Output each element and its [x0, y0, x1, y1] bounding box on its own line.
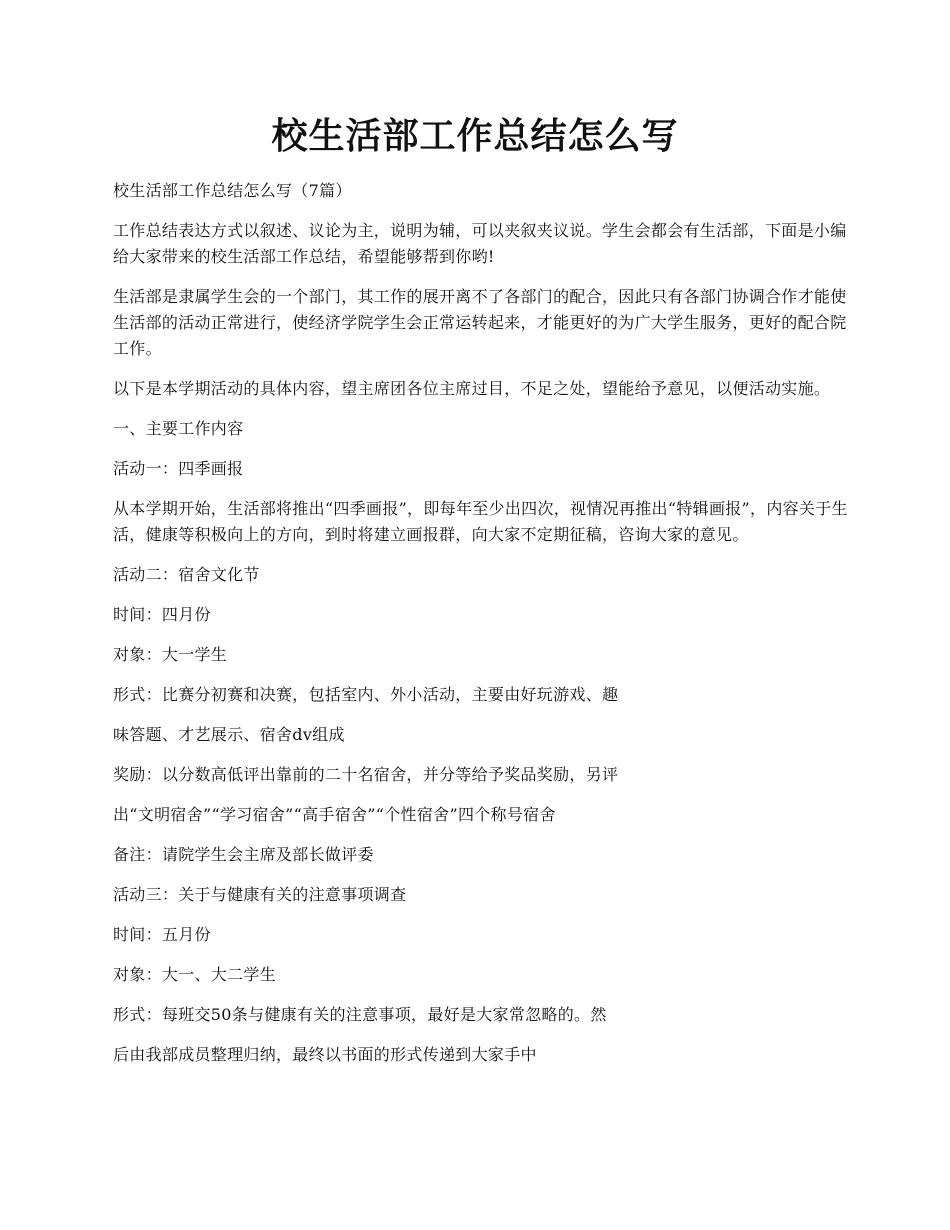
intro-paragraph: 工作总结表达方式以叙述、议论为主，说明为辅，可以夹叙夹议说。学生会都会有生活部，下面是小编给大家带来的校生活部工作总结，希望能够帮到你哟! — [113, 221, 847, 266]
activity-three-time: 时间：五月份 — [113, 925, 211, 944]
activity-two-audience: 对象：大一学生 — [113, 645, 228, 664]
activity-one-body: 从本学期开始，生活部将推出“四季画报”，即每年至少出四次，视情况再推出“特辑画报”，内容关于生活，健康等积极向上的方向，到时将建立画报群，向大家不定期征稿，咨询大家的意见。 — [113, 499, 848, 544]
activity-two-format-line1: 形式：比赛分初赛和决赛，包括室内、外小活动，主要由好玩游戏、趣 — [113, 685, 619, 704]
document-title: 校生活部工作总结怎么写 — [271, 115, 679, 157]
activity-two-format-line2: 味答题、才艺展示、宿舍dv组成 — [113, 725, 345, 744]
activity-three-heading: 活动三：关于与健康有关的注意事项调查 — [113, 885, 407, 904]
activity-two-reward-line1: 奖励：以分数高低评出靠前的二十名宿舍，并分等给予奖品奖励，另评 — [113, 765, 619, 784]
subtitle-paragraph: 校生活部工作总结怎么写（7篇） — [113, 181, 352, 200]
activity-two-time: 时间：四月份 — [113, 605, 211, 624]
overview-paragraph: 以下是本学期活动的具体内容，望主席团各位主席过目，不足之处，望能给予意见，以便活动实施。 — [113, 379, 831, 398]
activity-three-audience: 对象：大一、大二学生 — [113, 965, 277, 984]
activity-three-format-line2: 后由我部成员整理归纳，最终以书面的形式传递到大家手中 — [113, 1045, 537, 1064]
activity-two-reward-line2: 出“文明宿舍”“学习宿舍”“高手宿舍”“个性宿舍”四个称号宿舍 — [113, 805, 556, 824]
document-body — [113, 178, 850, 1082]
activity-two-heading: 活动二：宿舍文化节 — [113, 565, 260, 584]
department-paragraph: 生活部是隶属学生会的一个部门，其工作的展开离不了各部门的配合，因此只有各部门协调合作才能使生活部的活动正常进行，使经济学院学生会正常运转起来，才能更好的为广大学生服务，更好的配合院工作。 — [113, 287, 847, 358]
activity-one-heading: 活动一：四季画报 — [113, 459, 244, 478]
activity-two-note: 备注：请院学生会主席及部长做评委 — [113, 845, 374, 864]
activity-three-format-line1: 形式：每班交50条与健康有关的注意事项，最好是大家常忽略的。然 — [113, 1005, 607, 1024]
section-heading: 一、主要工作内容 — [113, 419, 244, 438]
